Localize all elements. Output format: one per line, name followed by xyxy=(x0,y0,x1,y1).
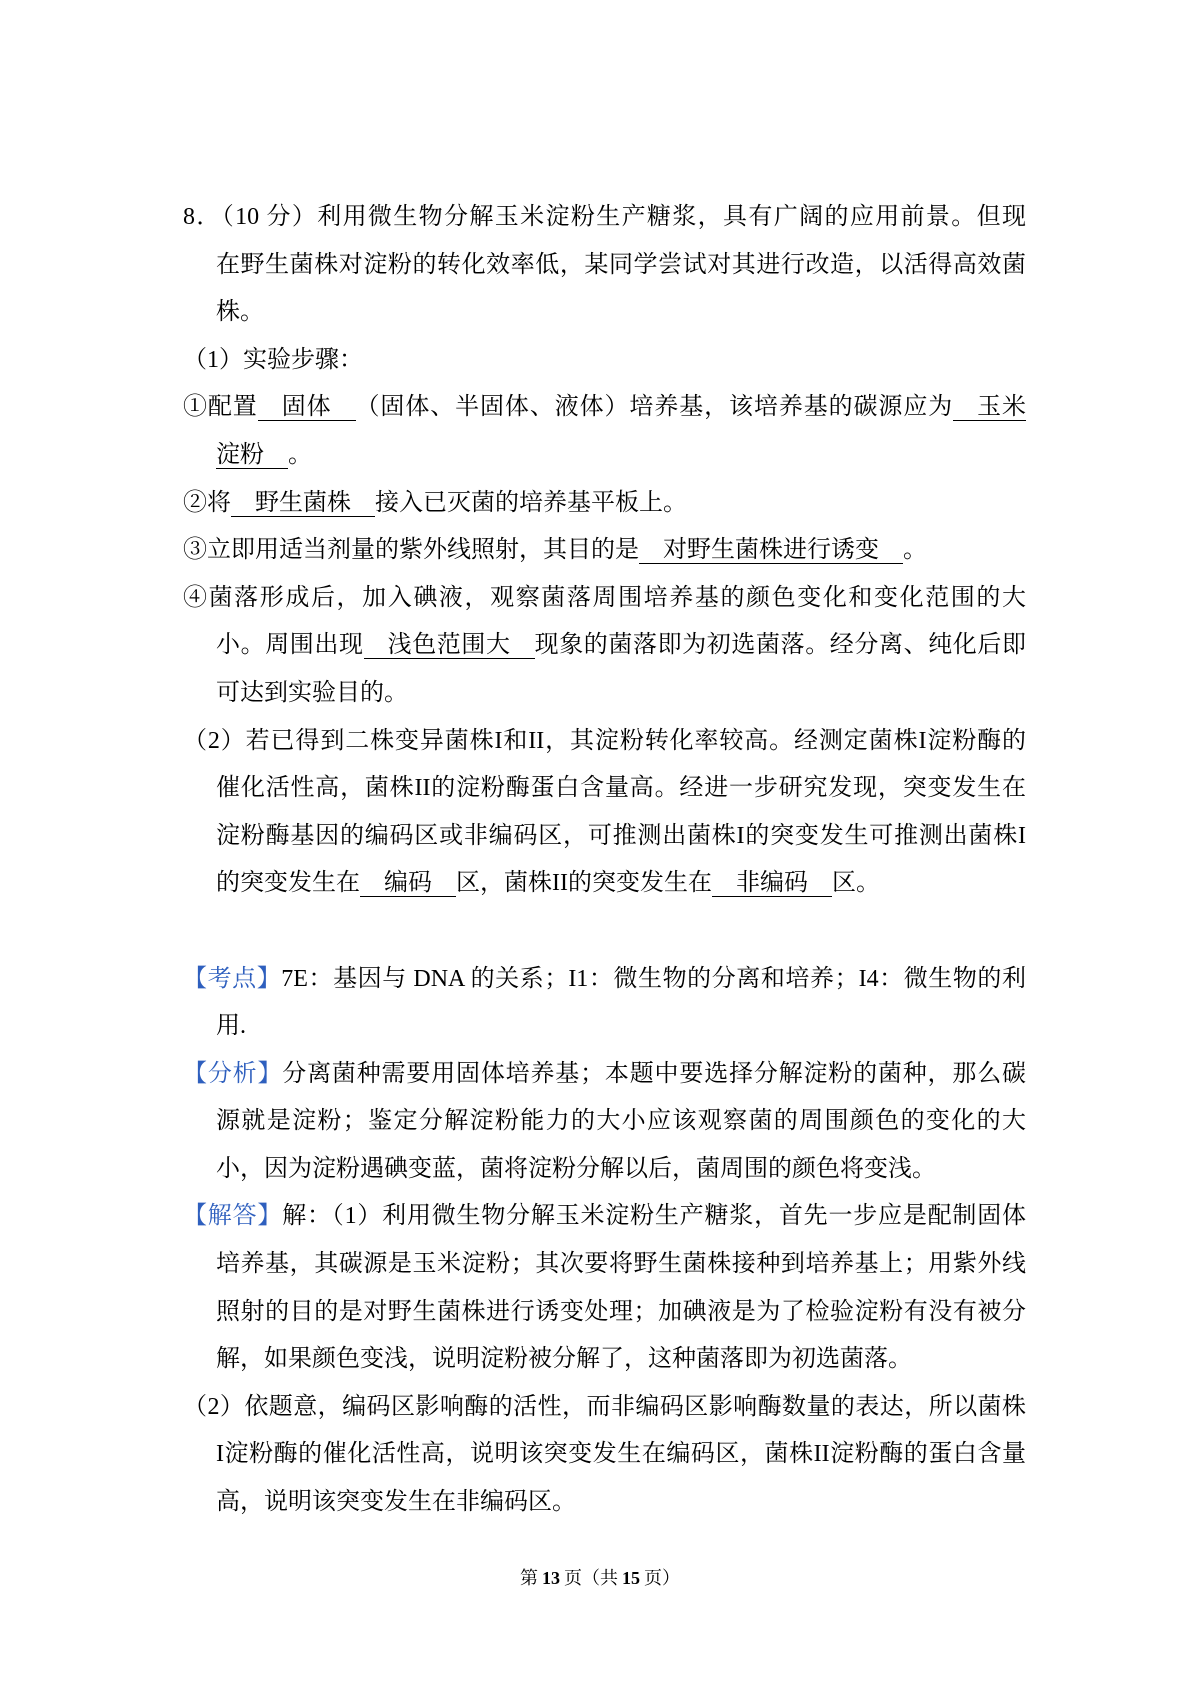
footer-suffix: 页） xyxy=(644,1568,680,1588)
part2-line-3 xyxy=(216,813,1026,861)
step1-line-1 xyxy=(183,384,1026,432)
answer-text: 照射的目的是对野生菌株进行诱变处理；加碘液是为了检验淀粉有没有被分 xyxy=(216,1298,1026,1325)
part1-heading xyxy=(183,337,1026,385)
part2-text: （2）若已得到二株变异菌株I和II，其淀粉转化率较高。经测定菌株I淀粉酶的 xyxy=(183,727,1026,754)
footer-page-number: 13 xyxy=(542,1568,560,1588)
step4-text: 可达到实验目的。 xyxy=(216,679,408,706)
step3-text: 。 xyxy=(903,537,927,564)
knowledge-point-text: 7E：基因与 DNA 的关系；I1：微生物的分离和培养；I4：微生物的利 xyxy=(281,965,1026,992)
part2-answer-strain-1: 编码 xyxy=(360,870,456,897)
answer-line-3 xyxy=(216,1289,1026,1337)
step4-line-2 xyxy=(216,622,1026,670)
step3-answer: 对野生菌株进行诱变 xyxy=(639,537,903,564)
answer-text: I淀粉酶的催化活性高，说明该突变发生在编码区，菌株II淀粉酶的蛋白含量 xyxy=(216,1441,1026,1468)
part2-answer-strain-2: 非编码 xyxy=(712,870,832,897)
page-footer xyxy=(0,1566,1200,1590)
step2-text: 接入已灭菌的培养基平板上。 xyxy=(375,489,687,516)
step1-answer-medium-type: 固体 xyxy=(258,394,356,421)
answer-text: （2）依题意，编码区影响酶的活性，而非编码区影响酶数量的表达，所以菌株 xyxy=(183,1393,1026,1420)
answer-line-1 xyxy=(183,1193,1026,1241)
step3-line xyxy=(183,527,1026,575)
question-8 xyxy=(0,194,1200,908)
part2-text: 催化活性高，菌株II的淀粉酶蛋白含量高。经进一步研究发现，突变发生在 xyxy=(216,775,1026,802)
part2-line-1 xyxy=(183,718,1026,766)
section-spacer xyxy=(0,908,1200,956)
answer-text: 解，如果颜色变浅，说明淀粉被分解了，这种菌落即为初选菌落。 xyxy=(216,1346,912,1373)
part2-text: 区。 xyxy=(831,870,880,897)
part2-line-2 xyxy=(216,765,1026,813)
step4-answer: 浅色范围大 xyxy=(364,632,535,659)
step2-answer: 野生菌株 xyxy=(231,490,375,517)
question-points: （10 分） xyxy=(221,204,318,230)
step3-marker: ③ xyxy=(183,537,207,564)
answer-line-5 xyxy=(183,1384,1026,1432)
answer-text: 高，说明该突变发生在非编码区。 xyxy=(216,1489,576,1516)
step2-line xyxy=(183,480,1026,528)
answer-text: 解：（1）利用微生物分解玉米淀粉生产糖浆，首先一步应是配制固体 xyxy=(282,1203,1026,1230)
analysis-line-3 xyxy=(216,1146,1026,1194)
question-stem-text: 利用微生物分解玉米淀粉生产糖浆，具有广阔的应用前景。但现 xyxy=(317,204,1026,230)
step4-line-1 xyxy=(183,575,1026,623)
step4-text: 小。周围出现 xyxy=(216,632,364,659)
page-content xyxy=(0,194,1200,1527)
solution xyxy=(0,956,1200,1527)
analysis-text: 源就是淀粉；鉴定分解淀粉能力的大小应该观察菌的周围颜色的变化的大 xyxy=(216,1108,1026,1135)
answer-text: 培养基，其碳源是玉米淀粉；其次要将野生菌株接种到培养基上；用紫外线 xyxy=(216,1251,1026,1278)
part2-text: 区，菌株II的突变发生在 xyxy=(456,870,712,897)
step2-marker: ② xyxy=(183,489,207,516)
knowledge-point-tag: 【考点】 xyxy=(183,965,282,992)
step1-marker: ① xyxy=(183,394,208,421)
footer-prefix: 第 xyxy=(520,1568,538,1588)
question-stem-text: 株。 xyxy=(216,299,264,326)
step1-line-2 xyxy=(216,432,1026,480)
step4-marker: ④ xyxy=(183,584,209,611)
part1-heading-text: （1）实验步骤： xyxy=(183,346,363,373)
answer-line-4 xyxy=(216,1336,1026,1384)
knowledge-point-line-2 xyxy=(216,1003,1026,1051)
analysis-text: 分离菌种需要用固体培养基；本题中要选择分解淀粉的菌种，那么碳 xyxy=(282,1060,1026,1087)
step1-answer-carbon-source: 淀粉 xyxy=(216,442,288,469)
answer-line-6 xyxy=(216,1431,1026,1479)
question-stem-line-1 xyxy=(183,194,1026,242)
step1-answer-carbon-source: 玉米 xyxy=(953,394,1026,421)
question-stem-line-2 xyxy=(216,242,1026,290)
analysis-tag: 【分析】 xyxy=(183,1060,283,1087)
analysis-line-1 xyxy=(183,1051,1026,1099)
step1-text: 。 xyxy=(288,441,312,468)
part2-line-4 xyxy=(216,860,1026,908)
step4-text: 现象的菌落即为初选菌落。经分离、纯化后即 xyxy=(534,632,1026,659)
answer-line-7 xyxy=(216,1479,1026,1527)
footer-page-total: 15 xyxy=(622,1568,640,1588)
step1-text: 配置 xyxy=(207,394,258,421)
analysis-line-2 xyxy=(216,1098,1026,1146)
question-stem-line-3 xyxy=(216,289,1026,337)
step4-line-3 xyxy=(216,670,1026,718)
question-number: 8． xyxy=(183,204,222,230)
knowledge-point-line-1 xyxy=(183,956,1026,1004)
knowledge-point-text: 用. xyxy=(216,1013,246,1040)
step4-text: 菌落形成后，加入碘液，观察菌落周围培养基的颜色变化和变化范围的大 xyxy=(208,584,1026,611)
analysis-text: 小，因为淀粉遇碘变蓝，菌将淀粉分解以后，菌周围的颜色将变浅。 xyxy=(216,1155,936,1182)
answer-tag: 【解答】 xyxy=(183,1203,283,1230)
question-stem-text: 在野生菌株对淀粉的转化效率低，某同学尝试对其进行改造，以活得高效菌 xyxy=(216,251,1026,278)
part2-text: 淀粉酶基因的编码区或非编码区，可推测出菌株I的突变发生可推测出菌株I xyxy=(216,822,1026,849)
footer-middle: 页（共 xyxy=(564,1568,618,1588)
step3-text: 立即用适当剂量的紫外线照射，其目的是 xyxy=(207,537,639,564)
step1-text: （固体、半固体、液体）培养基，该培养基的碳源应为 xyxy=(355,394,954,421)
answer-line-2 xyxy=(216,1241,1026,1289)
part2-text: 的突变发生在 xyxy=(216,870,360,897)
step2-text: 将 xyxy=(207,489,231,516)
